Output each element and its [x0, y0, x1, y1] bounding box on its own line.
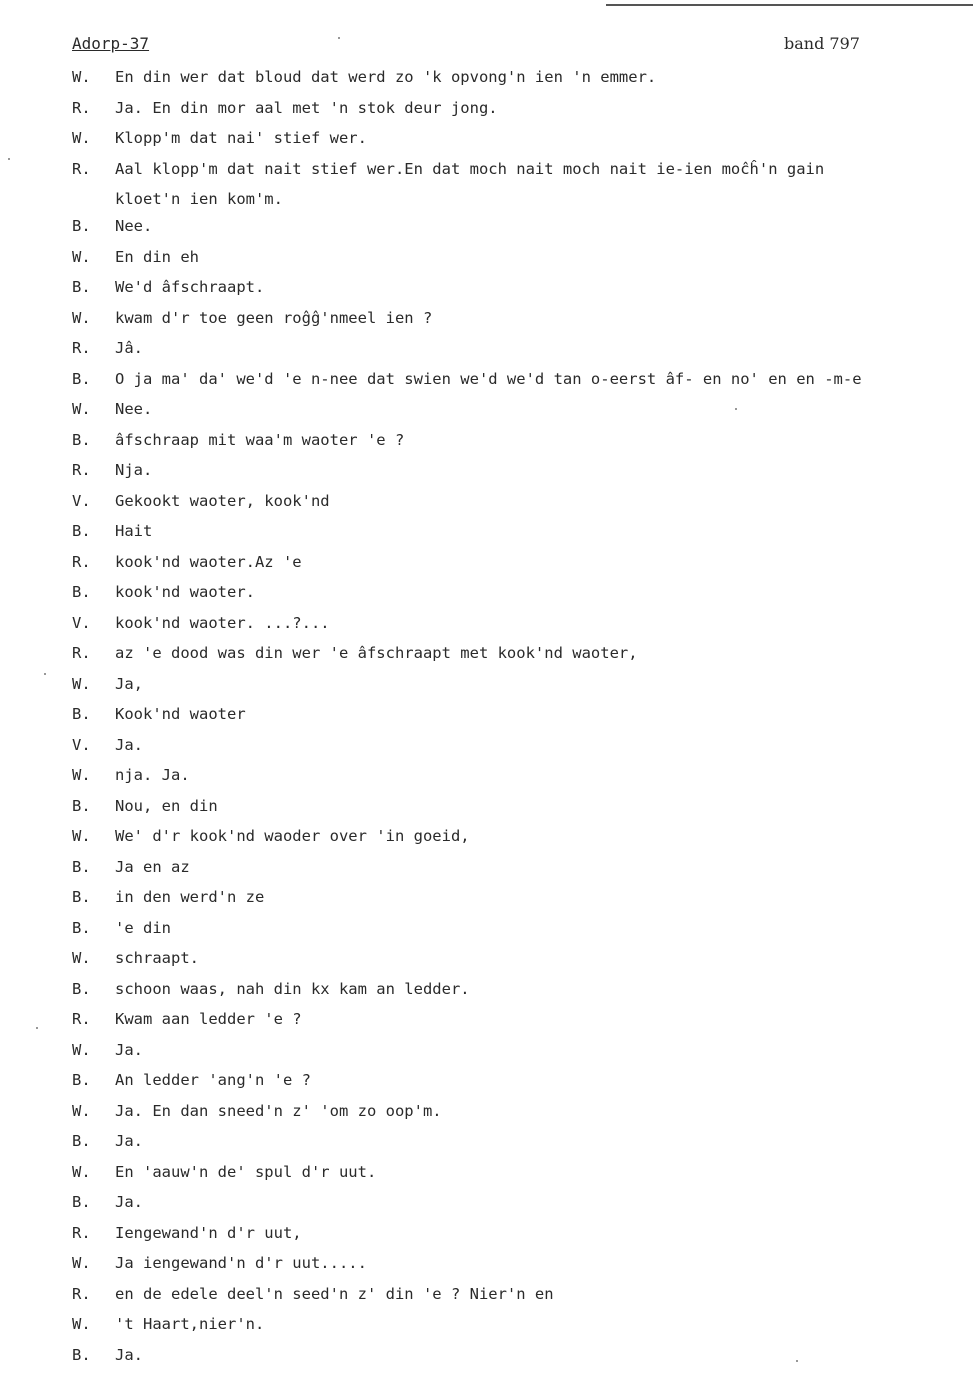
utterance-text: An ledder 'ang'n 'e ?	[115, 1071, 311, 1089]
dialogue-line	[0, 547, 973, 578]
utterance-text: En 'aauw'n de' spul d'r uut.	[115, 1162, 377, 1181]
speaker-label: B.	[72, 705, 91, 723]
dialogue-line	[0, 760, 973, 791]
utterance-text: Klopp'm dat nai' stief wer.	[115, 129, 367, 147]
utterance-text: We' d'r kook'nd waoder over 'in goeid,	[115, 827, 470, 845]
dialogue-line	[0, 1004, 973, 1035]
dialogue-line	[0, 974, 973, 1005]
utterance-text: en de edele deel'n seed'n z' din 'e ? Nier'n en	[115, 1284, 554, 1303]
speaker-label: B.	[72, 430, 91, 449]
utterance-text: kwam d'r toe geen roĝĝ'nmeel ien ?	[115, 308, 433, 327]
speaker-label: W.	[72, 674, 91, 693]
dialogue-line	[0, 1187, 973, 1218]
dialogue-line	[0, 394, 973, 425]
scan-speck	[8, 158, 10, 160]
dialogue-line	[0, 242, 973, 273]
speaker-label: B.	[72, 857, 91, 876]
dialogue-line	[0, 1065, 973, 1096]
utterance-text: Nee.	[115, 217, 153, 235]
utterance-text: kook'nd waoter.Az 'e	[115, 552, 302, 571]
speaker-label: B.	[72, 1071, 91, 1089]
dialogue-line	[0, 699, 973, 730]
dialogue-line	[0, 1126, 973, 1157]
dialogue-line	[0, 1218, 973, 1249]
scan-speck	[338, 37, 340, 39]
dialogue-line	[0, 333, 973, 364]
utterance-text: Ja en az	[115, 857, 190, 876]
dialogue-line	[0, 455, 973, 486]
speaker-label: B.	[72, 1132, 91, 1150]
dialogue-line	[0, 730, 973, 761]
speaker-label: W.	[72, 308, 91, 327]
utterance-text: kook'nd waoter.	[115, 583, 255, 601]
speaker-label: V.	[72, 735, 91, 754]
utterance-text: Ja. En dan sneed'n z' 'om zo oop'm.	[115, 1101, 442, 1120]
document-id: Adorp-37	[72, 34, 150, 53]
utterance-text: Nou, en din	[115, 796, 218, 815]
speaker-label: B.	[72, 888, 91, 906]
speaker-label: W.	[72, 68, 91, 86]
dialogue-line	[0, 272, 973, 303]
speaker-label: B.	[72, 796, 91, 815]
speaker-label: W.	[72, 1101, 91, 1120]
dialogue-line	[0, 1035, 973, 1066]
dialogue-line	[0, 608, 973, 639]
dialogue-continuation	[0, 184, 973, 211]
speaker-label: R.	[72, 159, 91, 178]
utterance-text: Ja.	[115, 1132, 143, 1150]
speaker-label: R.	[72, 1223, 91, 1242]
dialogue-line	[0, 62, 973, 93]
dialogue-line	[0, 486, 973, 517]
utterance-text: in den werd'n ze	[115, 888, 265, 906]
band-number: band 797	[784, 34, 860, 53]
speaker-label: B.	[72, 1345, 91, 1364]
dialogue-line	[0, 93, 973, 124]
utterance-text: Ja. En din mor aal met 'n stok deur jong.	[115, 98, 498, 117]
utterance-text: Nee.	[115, 400, 153, 418]
dialogue-line	[0, 364, 973, 395]
dialogue-line	[0, 852, 973, 883]
scan-speck	[36, 1027, 38, 1029]
speaker-label: B.	[72, 522, 91, 540]
utterance-text: kloet'n ien kom'm.	[115, 190, 283, 208]
utterance-text: schoon waas, nah din kx kam an ledder.	[115, 979, 470, 998]
utterance-text: az 'e dood was din wer 'e âfschraapt met kook'nd waoter,	[115, 644, 638, 662]
speaker-label: V.	[72, 491, 91, 510]
speaker-label: W.	[72, 1040, 91, 1059]
speaker-label: B.	[72, 278, 91, 296]
dialogue-line	[0, 1248, 973, 1279]
scan-speck	[44, 673, 46, 675]
dialogue-line	[0, 913, 973, 944]
utterance-text: Gekookt waoter, kook'nd	[115, 491, 330, 510]
utterance-text: Kwam aan ledder 'e ?	[115, 1010, 302, 1028]
utterance-text: Ja iengewand'n d'r uut.....	[115, 1254, 367, 1272]
dialogue-line	[0, 669, 973, 700]
utterance-text: En din wer dat bloud dat werd zo 'k opvong'n ien 'n emmer.	[115, 68, 657, 86]
dialogue-line	[0, 882, 973, 913]
scan-speck	[735, 408, 737, 410]
speaker-label: W.	[72, 949, 91, 967]
speaker-label: W.	[72, 400, 91, 418]
dialogue-line	[0, 638, 973, 669]
dialogue-line	[0, 1340, 973, 1371]
utterance-text: We'd âfschraapt.	[115, 278, 265, 296]
utterance-text: kook'nd waoter. ...?...	[115, 613, 330, 632]
dialogue-line	[0, 577, 973, 608]
utterance-text: Kook'nd waoter	[115, 705, 246, 723]
utterance-text: Ja.	[115, 1345, 143, 1364]
utterance-text: Ja.	[115, 1193, 143, 1211]
speaker-label: R.	[72, 339, 91, 357]
speaker-label: R.	[72, 1010, 91, 1028]
speaker-label: W.	[72, 247, 91, 266]
speaker-label: B.	[72, 369, 91, 388]
speaker-label: W.	[72, 1315, 91, 1333]
speaker-label: W.	[72, 1162, 91, 1181]
speaker-label: W.	[72, 1254, 91, 1272]
utterance-text: Ja.	[115, 735, 143, 754]
speaker-label: B.	[72, 217, 91, 235]
utterance-text: O ja ma' da' we'd 'e n-nee dat swien we'd we'd tan o-eerst âf- en no' en en -m-e	[115, 369, 862, 388]
dialogue-line	[0, 943, 973, 974]
page-header	[72, 34, 972, 58]
utterance-text: Aal klopp'm dat nait stief wer.En dat moch nait moch nait ie-ien moĉĥ'n gain	[115, 159, 825, 178]
utterance-text: Jâ.	[115, 339, 143, 357]
scan-speck	[796, 1360, 798, 1362]
speaker-label: R.	[72, 98, 91, 117]
speaker-label: B.	[72, 918, 91, 937]
dialogue-line	[0, 516, 973, 547]
utterance-text: Nja.	[115, 461, 153, 479]
utterance-text: Iengewand'n d'r uut,	[115, 1223, 302, 1242]
speaker-label: V.	[72, 613, 91, 632]
top-rule	[606, 4, 973, 6]
dialogue-line	[0, 211, 973, 242]
dialogue-line	[0, 425, 973, 456]
dialogue-line	[0, 123, 973, 154]
speaker-label: W.	[72, 129, 91, 147]
dialogue-line	[0, 1309, 973, 1340]
speaker-label: B.	[72, 583, 91, 601]
utterance-text: âfschraap mit waa'm waoter 'e ?	[115, 430, 405, 449]
dialogue-line	[0, 1096, 973, 1127]
speaker-label: W.	[72, 827, 91, 845]
utterance-text: En din eh	[115, 247, 199, 266]
speaker-label: B.	[72, 979, 91, 998]
dialogue-line	[0, 303, 973, 334]
dialogue-line	[0, 821, 973, 852]
speaker-label: R.	[72, 552, 91, 571]
utterance-text: Ja.	[115, 1040, 143, 1059]
speaker-label: R.	[72, 644, 91, 662]
utterance-text: 'e din	[115, 918, 171, 937]
dialogue-line	[0, 1157, 973, 1188]
transcript	[0, 62, 973, 1370]
dialogue-line	[0, 791, 973, 822]
speaker-label: R.	[72, 1284, 91, 1303]
speaker-label: B.	[72, 1193, 91, 1211]
utterance-text: 't Haart,nier'n.	[115, 1315, 265, 1333]
dialogue-line	[0, 1279, 973, 1310]
utterance-text: Ja,	[115, 674, 143, 693]
speaker-label: R.	[72, 461, 91, 479]
dialogue-line	[0, 154, 973, 185]
utterance-text: Hait	[115, 522, 153, 540]
utterance-text: schraapt.	[115, 949, 199, 967]
utterance-text: nja. Ja.	[115, 766, 190, 784]
speaker-label: W.	[72, 766, 91, 784]
